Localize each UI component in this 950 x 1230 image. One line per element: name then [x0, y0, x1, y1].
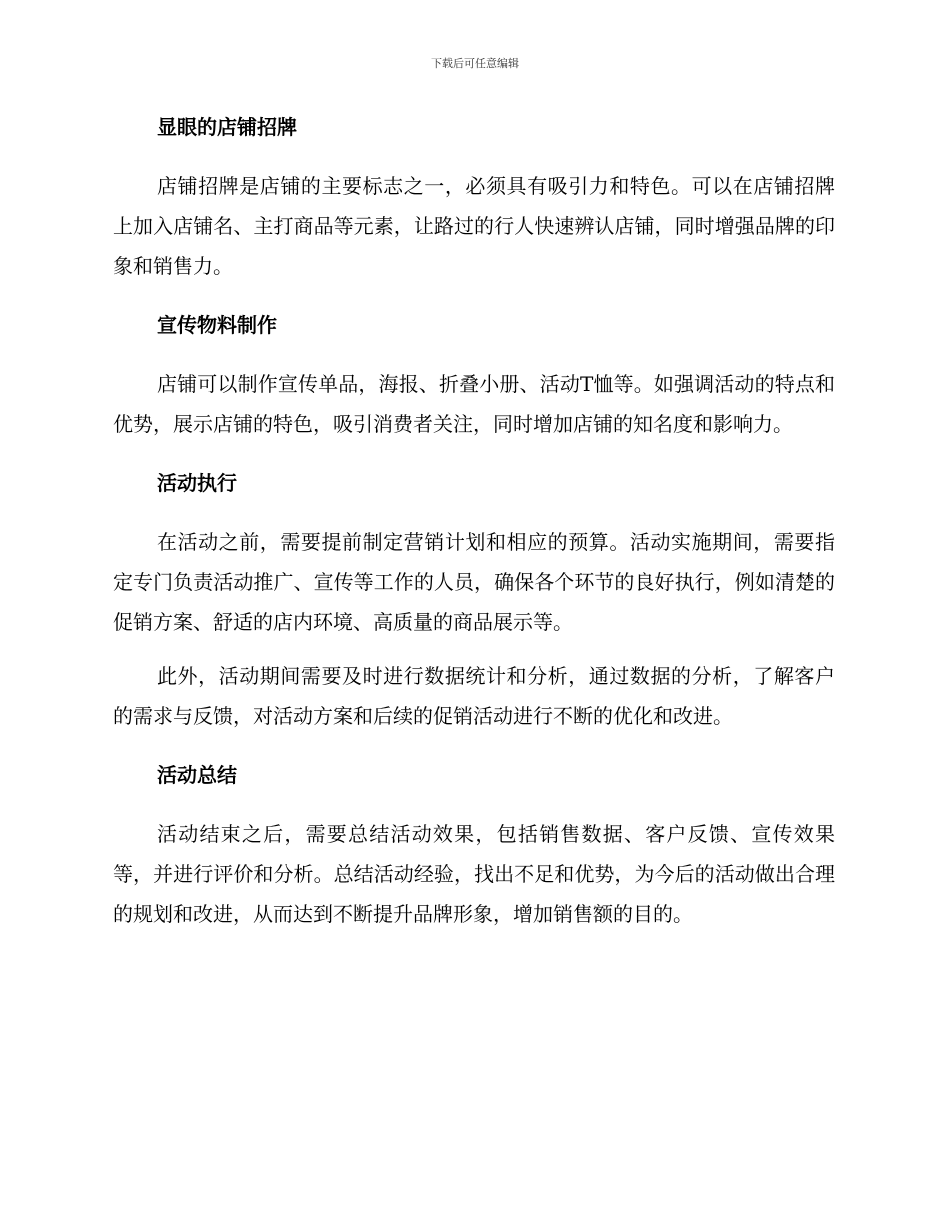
section-paragraph: 店铺可以制作宣传单品，海报、折叠小册、活动T恤等。如强调活动的特点和优势，展示店铺的特色，吸引消费者关注，同时增加店铺的知名度和影响力。 — [113, 372, 835, 436]
section-heading: 宣传物料制作 — [157, 313, 277, 337]
section-heading: 显眼的店铺招牌 — [157, 115, 297, 139]
section-heading: 活动执行 — [157, 471, 237, 495]
section-heading: 活动总结 — [157, 763, 237, 787]
page-header: 下载后可任意编辑 — [431, 57, 519, 70]
document-body — [113, 112, 835, 934]
section-paragraph: 店铺招牌是店铺的主要标志之一，必须具有吸引力和特色。可以在店铺招牌上加入店铺名、主打商品等元素，让路过的行人快速辨认店铺，同时增强品牌的印象和销售力。 — [113, 174, 835, 278]
section-paragraph: 活动结束之后，需要总结活动效果，包括销售数据、客户反馈、宣传效果等，并进行评价和分析。总结活动经验，找出不足和优势，为今后的活动做出合理的规划和改进，从而达到不断提升品牌形象，增加销售额的目的。 — [113, 822, 835, 926]
section-paragraph: 此外，活动期间需要及时进行数据统计和分析，通过数据的分析，了解客户的需求与反馈，对活动方案和后续的促销活动进行不断的优化和改进。 — [113, 664, 835, 728]
section-paragraph: 在活动之前，需要提前制定营销计划和相应的预算。活动实施期间，需要指定专门负责活动推广、宣传等工作的人员，确保各个环节的良好执行，例如清楚的促销方案、舒适的店内环境、高质量的商品展示等。 — [113, 530, 835, 634]
